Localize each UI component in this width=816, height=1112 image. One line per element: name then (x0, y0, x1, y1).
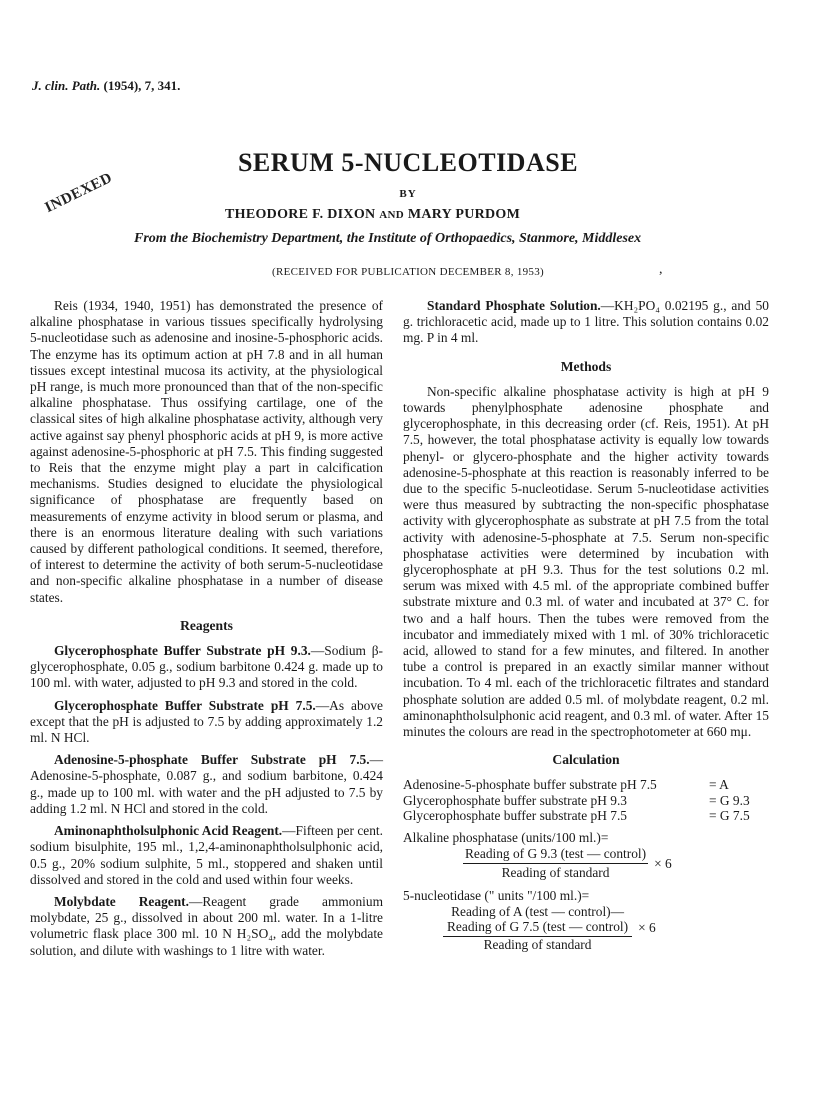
reagent-name: Glycerophosphate Buffer Substrate pH 7.5. (54, 697, 316, 713)
multiplier: × 6 (654, 855, 672, 871)
reagent-text: —Sodium β-glycerophosphate, 0.05 g., sodium barbitone 0.424 g. made up to 100 ml. with water, adjusted to pH 9.3 and stored in the cold. (30, 643, 383, 691)
formula-label: 5-nucleotidase (" units "/100 ml.)= (403, 888, 590, 904)
table-row (403, 808, 769, 824)
intro-paragraph: Reis (1934, 1940, 1951) has demonstrated the presence of alkaline phosphatase in various tissues specifically hydrolysing 5-nucleotidase such as adenosine and inosine-5-phosphoric acids. The enzyme has its optimum action at pH 7.8 and in all human tissues except intestinal mucosa its activity, at the physiological pH range, is much more pronounced than that of the non-specific alkaline phosphatase. Thus ossifying cartilage, one of the classical sites of high alkaline phosphatase activity, although very active against say phenyl phosphoric acids at pH 9, is more active against adenosine-5-phosphoric at pH 7.5. This finding suggested to Reis that the enzyme might play a part in calcification mechanisms. Studies designed to elucidate the physiological significance of phosphatase are frequently based on measurements of enzyme activity in blood serum or plasma, and there is an enormous literature dealing with such variations caused by different pathological conditions. It seemed, therefore, of interest to determine the activity of both serum-5-nucleotidase and non-specific alkaline phosphatase in a number of disease states. (30, 298, 383, 605)
reagent-name: Adenosine-5-phosphate Buffer Substrate pH 7.5. (54, 752, 370, 768)
alkaline-phosphatase-formula (403, 830, 769, 881)
reagents-heading: Reagents (180, 617, 233, 633)
reagent-name: Glycerophosphate Buffer Substrate pH 9.3. (54, 643, 311, 659)
indexed-stamp: INDEXED (42, 169, 115, 217)
reagent-item (403, 298, 769, 347)
fraction-numerator (443, 904, 632, 937)
nucleotidase-formula (403, 888, 769, 952)
authors-and: AND (379, 209, 404, 221)
left-column (30, 298, 383, 959)
reagent-item (30, 643, 383, 692)
by-line: BY (399, 188, 417, 200)
calculation-heading: Calculation (552, 752, 620, 768)
multiplier: × 6 (638, 920, 656, 936)
authors (225, 207, 520, 223)
author-purdom: MARY PURDOM (407, 207, 521, 222)
substrate-table (403, 777, 769, 824)
reagent-item (30, 823, 383, 888)
fraction-denominator: Reading of standard (501, 864, 610, 880)
reagent-text: —As above except that the pH is adjusted to 7.5 by adding approximately 1.2 ml. N HCl. (30, 697, 384, 746)
fraction (463, 846, 769, 880)
table-row (403, 777, 769, 793)
substrate-symbol: = A (709, 777, 729, 793)
reagent-name: Standard Phosphate Solution. (427, 298, 601, 313)
formula-label: Alkaline phosphatase (units/100 ml.)= (403, 829, 609, 845)
substrate-label: Glycerophosphate buffer substrate pH 9.3 (403, 792, 627, 808)
fraction-numerator: Reading of G 9.3 (test — control) (463, 846, 648, 864)
fraction-body (463, 846, 648, 880)
reagent-item (30, 894, 383, 959)
reagent-name: Aminonaphtholsulphonic Acid Reagent. (54, 823, 283, 839)
affiliation: From the Biochemistry Department, the Institute of Orthopaedics, Stanmore, Middlesex (134, 231, 642, 246)
substrate-symbol: = G 9.3 (709, 792, 750, 808)
reagent-name: Molybdate Reagent. (54, 893, 189, 909)
author-dixon: THEODORE F. DIXON (225, 207, 376, 222)
volume-page: (1954), 7, 341. (103, 78, 181, 93)
substrate-label: Adenosine-5-phosphate buffer substrate pH 7.5 (403, 777, 657, 793)
fraction-body (443, 904, 632, 953)
fraction (443, 904, 769, 953)
reagent-text: —Adenosine-5-phosphate, 0.087 g., and sodium barbitone, 0.424 g., made up to 100 ml. with water and the pH adjusted to 7.5 by adding 1.2 ml. N HCl and stored in the cold. (30, 752, 383, 816)
reagent-text: —Reagent grade ammonium molybdate, 25 g., dissolved in about 200 ml. water. In a 1-litre volumetric flask place 300 ml. 10 N H₂SO₄, add the molybdate solution, and dilute with washings to 1 litre with water. (30, 893, 383, 958)
reagent-text: —KH₂PO₄ 0.02195 g., and 50 g. trichloracetic acid, made up to 1 litre. This solution contains 0.02 mg. P in 4 ml. (403, 298, 769, 346)
reagent-item (30, 698, 383, 747)
methods-heading: Methods (560, 358, 612, 374)
table-row (403, 793, 769, 809)
fraction-denominator: Reading of standard (483, 936, 592, 952)
reagent-item (30, 752, 383, 817)
numerator-line-2: Reading of G 7.5 (test — control) (447, 919, 629, 935)
article-title: SERUM 5-NUCLEOTIDASE (237, 148, 579, 177)
stray-mark: , (659, 262, 663, 277)
methods-paragraph: Non-specific alkaline phosphatase activity is high at pH 9 towards phenylphosphate adenosine phosphate and glycerophosphate, in this decreasing order (cf. Reis, 1951). At pH 7.5, however, the total phosphatase activity is equally low towards phenyl- or glycero-phosphate and the higher activity towards adenosine-5-phosphate at this reaction is reasonably inferred to be due to the specific 5-nucleotidase. Serum 5-nucleotidase activities were thus measured by subtracting the non-specific phosphatase activity with glycerophosphate as substrate at pH 7.5 from the total activity with adenosine-5-phosphate at 7.5. Serum non-specific phosphatase activities were determined by incubation with glycerophosphate at pH 9.3. Thus for the test solutions 0.2 ml. serum was mixed with 4.5 ml. of the appropriate combined buffer substrate mixture and 0.3 ml. of water and incubated at 37° C. for two and a half hours. Then the tubes were removed from the incubator and immediately mixed with 1 ml. of 30% trichloracetic acid, allowed to stand for a few minutes, and filtered. In another tube a control is prepared in an exactly similar manner without incubation. To 4 ml. each of the trichloracetic filtrates and standard phosphate solution are added 0.5 ml. of molybdate reagent, 0.2 ml. aminonaphtholsulphonic acid reagent, and 0.3 ml. of water. After 15 minutes the colours are read in the spectrophotometer at 660 mμ. (403, 383, 769, 740)
reagent-text: —Fifteen per cent. sodium bisulphite, 195 ml., 1,2,4-aminonaphtholsulphonic acid, 0.5 g., 20% sodium sulphite, 5 ml., stoppered and shaken until dissolved and stored in the cold and used within four weeks. (30, 823, 383, 887)
journal-name: J. clin. Path. (32, 78, 101, 93)
substrate-symbol: = G 7.5 (709, 808, 750, 824)
received-date: (RECEIVED FOR PUBLICATION DECEMBER 8, 1953) (271, 266, 544, 278)
substrate-label: Glycerophosphate buffer substrate pH 7.5 (403, 808, 627, 824)
right-column (403, 298, 769, 952)
journal-citation (32, 78, 180, 94)
numerator-line-1: Reading of A (test — control)— (451, 903, 625, 919)
